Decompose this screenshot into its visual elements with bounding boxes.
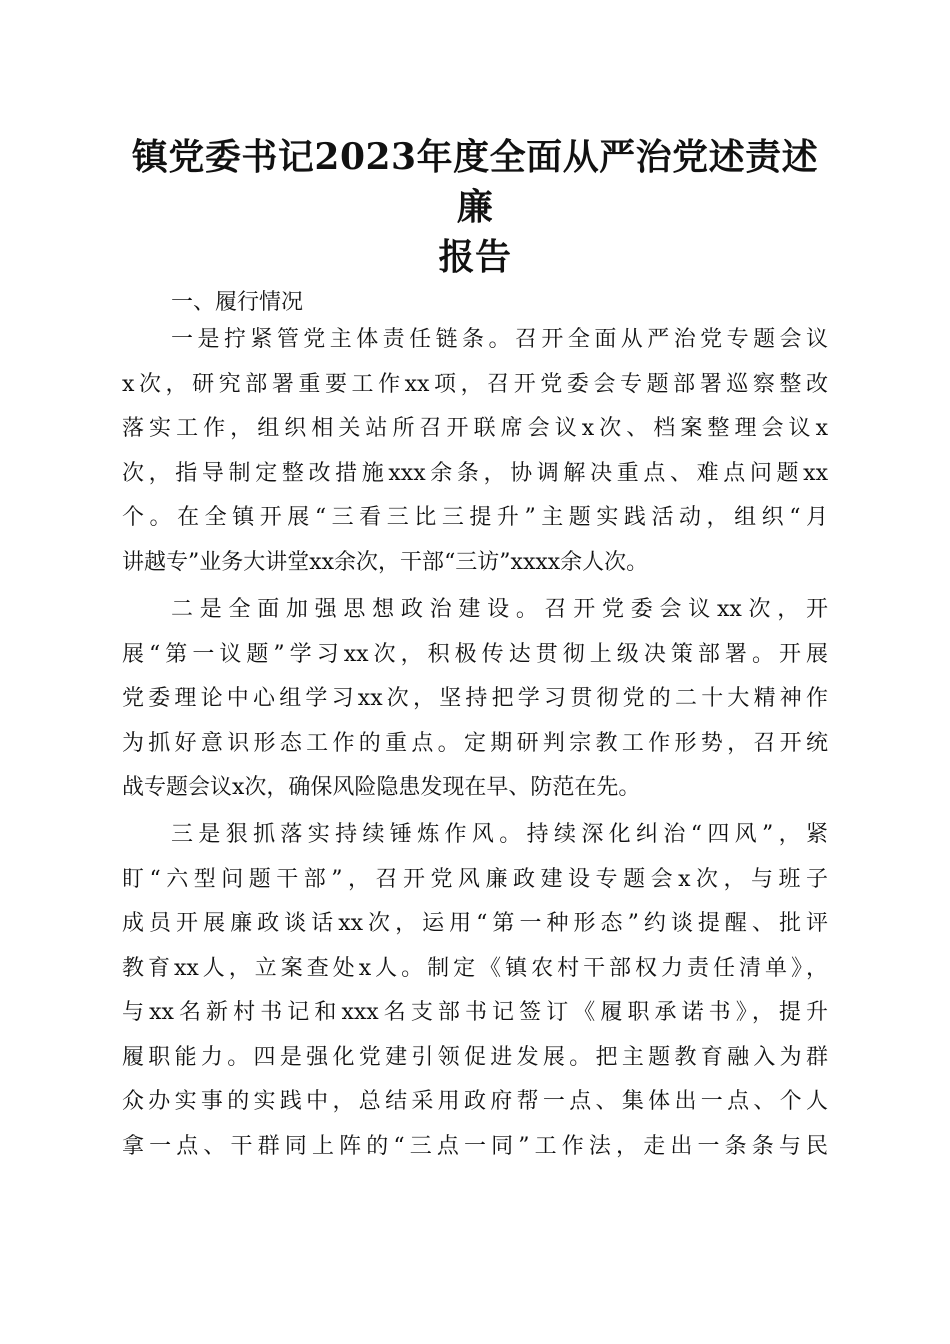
- paragraph-line: 拿一点、干群同上阵的“三点一同”工作法，走出一条条与民: [122, 1133, 828, 1159]
- paragraph-line: 讲越专”业务大讲堂xx余次，干部“三访”xxxx余人次。: [122, 549, 649, 575]
- paragraph-line: 众办实事的实践中，总结采用政府帮一点、集体出一点、个人: [122, 1089, 828, 1114]
- title-line-2: 报告: [438, 236, 512, 278]
- paragraph-line: 战专题会议x次，确保风险隐患发现在早、防范在先。: [122, 775, 641, 800]
- paragraph-line: 三是狠抓落实持续锤炼作风。持续深化纠治“四风”，紧: [171, 822, 828, 847]
- document-title: [120, 132, 830, 282]
- paragraph-line: 为抓好意识形态工作的重点。定期研判宗教工作形势，召开统: [122, 730, 828, 756]
- paragraph-line: x次，研究部署重要工作xx项，召开党委会专题部署巡察整改: [122, 371, 828, 397]
- paragraph-line: 一是拧紧管党主体责任链条。召开全面从严治党专题会议: [171, 327, 828, 352]
- paragraph-line: 教育xx人，立案查处x人。制定《镇农村干部权力责任清单》，: [122, 955, 828, 981]
- paragraph-2: [122, 588, 828, 811]
- paragraph-line: 个。在全镇开展“三看三比三提升”主题实践活动，组织“月: [122, 505, 828, 530]
- section-heading: 一、履行情况: [171, 290, 304, 315]
- paragraph-line: 履职能力。四是强化党建引领促进发展。把主题教育融入为群: [122, 1044, 828, 1070]
- paragraph-line: 二是全面加强思想政治建设。召开党委会议xx次，开: [171, 597, 828, 622]
- paragraph-line: 成员开展廉政谈话xx次，运用“第一种形态”约谈提醒、批评: [122, 911, 828, 936]
- paragraph-line: 盯“六型问题干部”，召开党风廉政建设专题会x次，与班子: [122, 866, 828, 892]
- paragraph-line: 展“第一议题”学习xx次，积极传达贯彻上级决策部署。开展: [122, 641, 828, 667]
- title-line-1: 镇党委书记2023年度全面从严治党述责述廉: [131, 136, 819, 228]
- paragraph-line: 次，指导制定整改措施xxx余条，协调解决重点、难点问题xx: [122, 460, 828, 486]
- paragraph-line: 党委理论中心组学习xx次，坚持把学习贯彻党的二十大精神作: [122, 686, 828, 711]
- paragraph-line: 落实工作，组织相关站所召开联席会议x次、档案整理会议x: [122, 416, 828, 441]
- paragraph-3: [122, 813, 828, 1169]
- paragraph-1: [122, 318, 828, 585]
- paragraph-line: 与xx名新村书记和xxx名支部书记签订《履职承诺书》，提升: [122, 1000, 828, 1025]
